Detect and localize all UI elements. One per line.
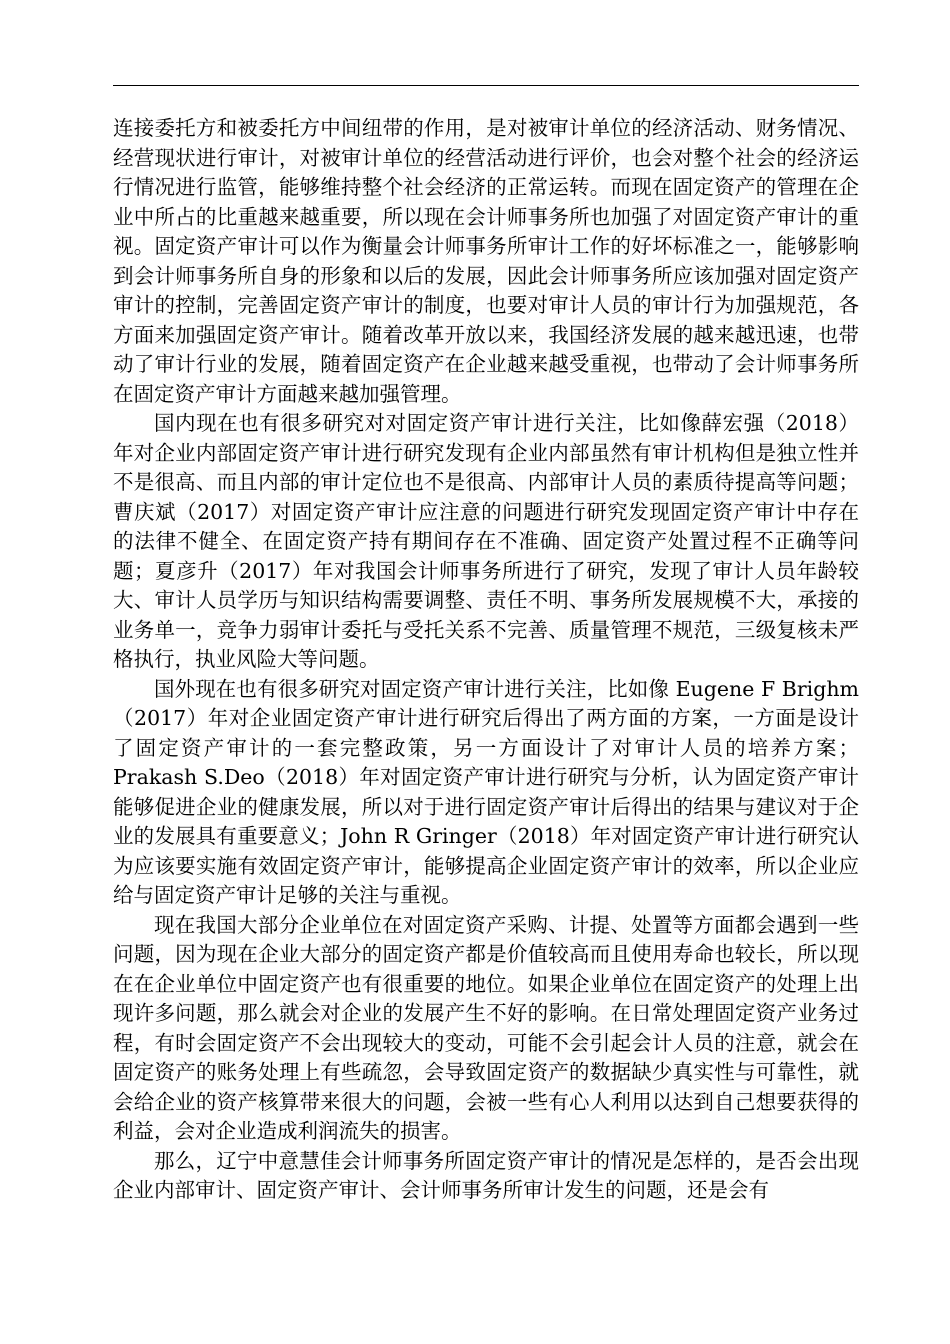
paragraph: 连接委托方和被委托方中间纽带的作用，是对被审计单位的经济活动、财务情况、经营现状进行审计，对被审计单位的经营活动进行评价，也会对整个社会的经济运行情况进行监管，能够维持整个社会经济的正常运转。而现在固定资产的管理在企业中所占的比重越来越重要，所以现在会计师事务所也加强了对固定资产审计的重视。固定资产审计可以作为衡量会计师事务所审计工作的好坏标准之一，能够影响到会计师事务所自身的形象和以后的发展，因此会计师事务所应该加强对固定资产审计的控制，完善固定资产审计的制度，也要对审计人员的审计行为加强规范，各方面来加强固定资产审计。随着改革开放以来，我国经济发展的越来越迅速，也带动了审计行业的发展，随着固定资产在企业越来越受重视，也带动了会计师事务所在固定资产审计方面越来越加强管理。 — [113, 116, 859, 406]
paragraph: 国内现在也有很多研究对对固定资产审计进行关注，比如像薛宏强（2018）年对企业内部固定资产审计进行研究发现有企业内部虽然有审计机构但是独立性并不是很高、而且内部的审计定位也不是很高、内部审计人员的素质待提高等问题；曹庆斌（2017）对固定资产审计应注意的问题进行研究发现固定资产审计中存在的法律不健全、在固定资产持有期间存在不准确、固定资产处置过程不正确等问题；夏彦升（2017）年对我国会计师事务所进行了研究，发现了审计人员年龄较大、审计人员学历与知识结构需要调整、责任不明、事务所发展规模不大，承接的业务单一，竞争力弱审计委托与受托关系不完善、质量管理不规范，三级复核未严格执行，执业风险大等问题。 — [113, 411, 859, 671]
paragraph: 那么，辽宁中意慧佳会计师事务所固定资产审计的情况是怎样的，是否会出现企业内部审计、固定资产审计、会计师事务所审计发生的问题，还是会有 — [113, 1148, 859, 1202]
paragraph: 国外现在也有很多研究对固定资产审计进行关注，比如像 Eugene F Brighm（2017）年对企业固定资产审计进行研究后得出了两方面的方案，一方面是设计了固定资产审计的一套完整政策，另一方面设计了对审计人员的培养方案；Prakash S.Deo（2018）年对固定资产审计进行研究与分析，认为固定资产审计能够促进企业的健康发展，所以对于进行固定资产审计后得出的结果与建议对于企业的发展具有重要意义；John R Gringer（2018）年对固定资产审计进行研究认为应该要实施有效固定资产审计，能够提高企业固定资产审计的效率，所以企业应给与固定资产审计足够的关注与重视。 — [113, 676, 859, 907]
header-rule — [113, 85, 859, 86]
paragraph: 现在我国大部分企业单位在对固定资产采购、计提、处置等方面都会遇到一些问题，因为现在企业大部分的固定资产都是价值较高而且使用寿命也较长，所以现在在企业单位中固定资产也有很重要的地位。如果企业单位在固定资产的处理上出现许多问题，那么就会对企业的发展产生不好的影响。在日常处理固定资产业务过程，有时会固定资产不会出现较大的变动，可能不会引起会计人员的注意，就会在固定资产的账务处理上有些疏忽，会导致固定资产的数据缺少真实性与可靠性，就会给企业的资产核算带来很大的问题，会被一些有心人利用以达到自己想要获得的利益，会对企业造成利润流失的损害。 — [113, 912, 859, 1143]
body-text — [113, 114, 859, 1206]
